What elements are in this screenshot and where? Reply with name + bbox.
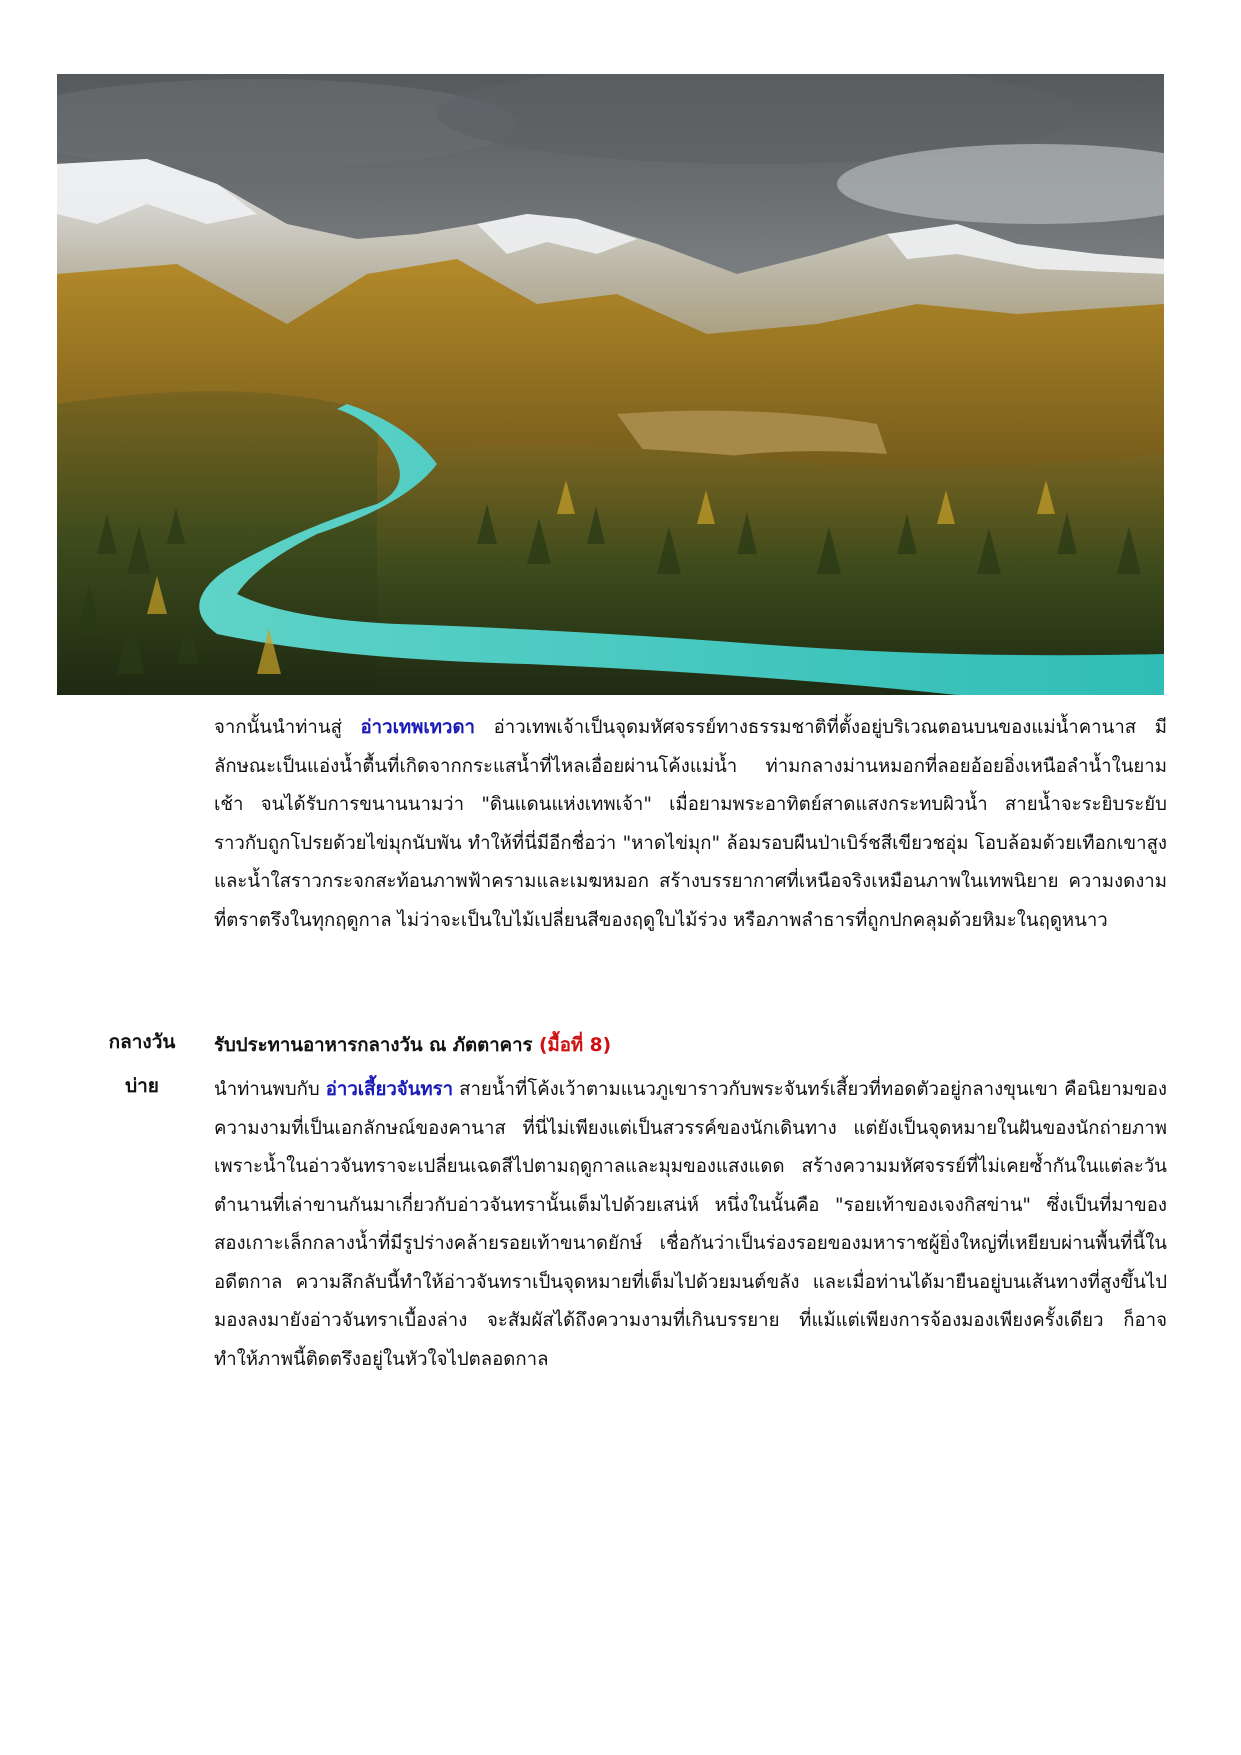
time-label-lunch: กลางวัน <box>108 1031 176 1053</box>
bay-of-gods-paragraph <box>214 709 1167 940</box>
lunch-text <box>214 1027 1167 1066</box>
river-valley-illustration <box>57 74 1164 695</box>
intro-text: จากนั้นนำท่านสู่ <box>214 717 361 738</box>
time-label-afternoon: บ่าย <box>125 1075 159 1097</box>
crescent-moon-bay-paragraph <box>214 1071 1167 1379</box>
lunch-description: รับประทานอาหารกลางวัน ณ ภัตตาคาร <box>214 1035 539 1056</box>
afternoon-intro-text: นำท่านพบกับ <box>214 1079 326 1100</box>
crescent-moon-bay-description: สายน้ำที่โค้งเว้าตามแนวภูเขาราวกับพระจันทร์เสี้ยวที่ทอดตัวอยู่กลางขุนเขา คือนิยามของความงามที่เป็นเอกลักษณ์ของคานาส ที่นี่ไม่เพียงแต่เป็นสวรรค์ของนักเดินทาง แต่ยังเป็นจุดหมายในฝันของนักถ่ายภาพ เพราะน้ำในอ่าวจันทราจะเปลี่ยนเฉดสีไปตามฤดูกาลและมุมของแสงแดด สร้างความมหัศจรรย์ที่ไม่เคยซ้ำกันในแต่ละวัน ตำนานที่เล่าขานกันมาเกี่ยวกับอ่าวจันทรานั้นเต็มไปด้วยเสน่ห์ หนึ่งในนั้นคือ "รอยเท้าของเจงกิสข่าน" ซึ่งเป็นที่มาของสองเกาะเล็กกลางน้ำที่มีรูปร่างคล้ายรอยเท้าขนาดยักษ์ เชื่อกันว่าเป็นร่องรอยของมหาราชผู้ยิ่งใหญ่ที่เหยียบผ่านพื้นที่นี้ในอดีตกาล ความลึกลับนี้ทำให้อ่าวจันทราเป็นจุดหมายที่เต็มไปด้วยมนต์ขลัง และเมื่อท่านได้มายืนอยู่บนเส้นทางที่สูงขึ้นไปมองลงมายังอ่าวจันทราเบื้องล่าง จะสัมผัสได้ถึงความงามที่เกินบรรยาย ที่แม้แต่เพียงการจ้องมองเพียงครั้งเดียว ก็อาจทำให้ภาพนี้ติดตรึงอยู่ในหัวใจไปตลอดกาล <box>214 1079 1168 1370</box>
place-name-bay-of-gods: อ่าวเทพเทวดา <box>360 717 476 738</box>
place-name-crescent-moon-bay: อ่าวเสี้ยวจันทรา <box>325 1079 454 1100</box>
bay-of-gods-description: อ่าวเทพเจ้าเป็นจุดมหัศจรรย์ทางธรรมชาติที่ตั้งอยู่บริเวณตอนบนของแม่น้ำคานาส มีลักษณะเป็นแอ่งน้ำตื้นที่เกิดจากกระแสน้ำที่ไหลเอื่อยผ่านโค้งแม่น้ำ ท่ามกลางม่านหมอกที่ลอยอ้อยอิ่งเหนือลำน้ำในยามเช้า จนได้รับการขนานนามว่า "ดินแดนแห่งเทพเจ้า" เมื่อยามพระอาทิตย์สาดแสงกระทบผิวน้ำ สายน้ำจะระยิบระยับราวกับถูกโปรยด้วยไข่มุกนับพัน ทำให้ที่นี่มีอีกชื่อว่า "หาดไข่มุก" ล้อมรอบผืนป่าเบิร์ชสีเขียวชอุ่ม โอบล้อมด้วยเทือกเขาสูง และน้ำใสราวกระจกสะท้อนภาพฟ้าครามและเมฆหมอก สร้างบรรยากาศที่เหนือจริงเหมือนภาพในเทพนิยาย ความงดงามที่ตราตรึงในทุกฤดูกาล ไม่ว่าจะเป็นใบไม้เปลี่ยนสีของฤดูใบไม้ร่วง หรือภาพลำธารที่ถูกปกคลุมด้วยหิมะในฤดูหนาว <box>214 717 1167 931</box>
meal-number: (มื้อที่ 8) <box>538 1035 612 1056</box>
landscape-photo <box>57 74 1164 695</box>
